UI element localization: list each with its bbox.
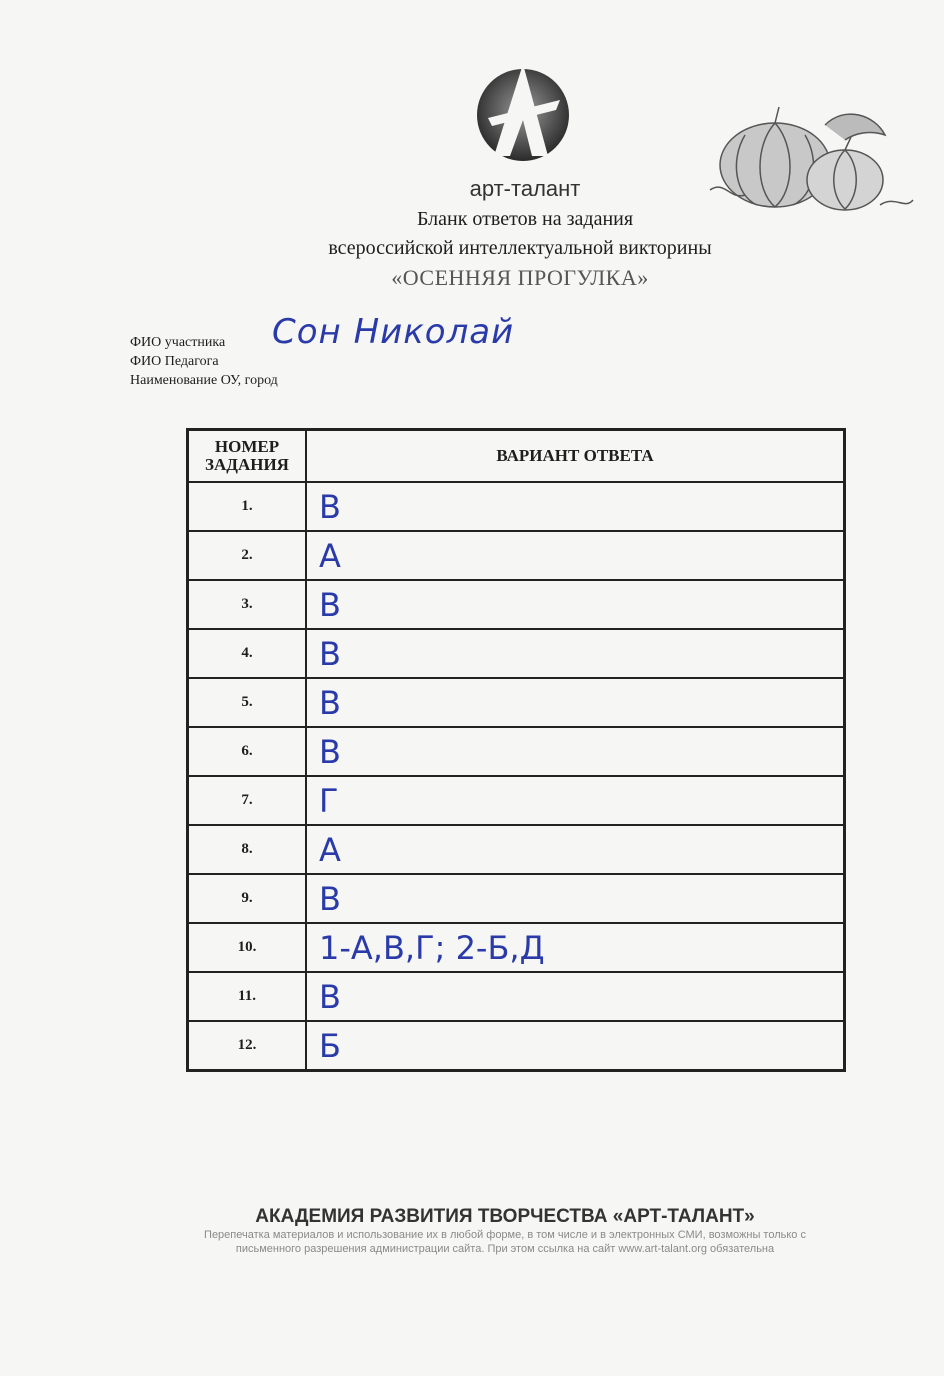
table-row: [188, 629, 845, 678]
task-number: 3.: [188, 580, 307, 629]
school-label: Наименование ОУ, город: [130, 373, 278, 388]
participant-label: ФИО участника: [130, 335, 226, 350]
task-number: 10.: [188, 923, 307, 972]
task-number: 8.: [188, 825, 307, 874]
answer-cell: В: [306, 678, 845, 727]
table-row: [188, 482, 845, 531]
task-number: 5.: [188, 678, 307, 727]
footer-note-line: письменного разрешения администрации сайта. При этом ссылка на сайт www.art-talant.org обязательна: [235, 1243, 775, 1255]
table-row: [188, 580, 845, 629]
answer-cell: А: [306, 825, 845, 874]
col-answer-header: ВАРИАНТ ОТВЕТА: [306, 430, 845, 483]
col-number-header: НОМЕР ЗАДАНИЯ: [188, 430, 307, 483]
art-talant-logo: [468, 60, 578, 170]
footer-title: АКАДЕМИЯ РАЗВИТИЯ ТВОРЧЕСТВА «АРТ-ТАЛАНТ»: [255, 1206, 755, 1227]
answer-cell: 1-А,В,Г; 2-Б,Д: [306, 923, 845, 972]
table-row: [188, 776, 845, 825]
answer-cell: В: [306, 972, 845, 1021]
sheet-title: Бланк ответов на задания: [416, 208, 634, 230]
table-row: [188, 874, 845, 923]
answer-cell: В: [306, 580, 845, 629]
task-number: 2.: [188, 531, 307, 580]
participant-name-handwritten: Сон Николай: [272, 312, 515, 352]
table-header-row: [188, 430, 845, 483]
table-row: [188, 972, 845, 1021]
table-row: [188, 923, 845, 972]
answer-cell: В: [306, 727, 845, 776]
task-number: 9.: [188, 874, 307, 923]
footer-copyright-note: [140, 1228, 870, 1256]
footer-note-line: Перепечатка материалов и использование их в любой форме, в том числе и в электронных СМИ, возможны только с: [204, 1229, 806, 1241]
task-number: 6.: [188, 727, 307, 776]
quiz-name: «ОСЕННЯЯ ПРОГУЛКА»: [391, 265, 649, 290]
brand-name: арт-талант: [469, 176, 581, 201]
table-row: [188, 727, 845, 776]
answers-table: [186, 428, 846, 1072]
answer-cell: Б: [306, 1021, 845, 1071]
task-number: 7.: [188, 776, 307, 825]
table-row: [188, 531, 845, 580]
answer-cell: В: [306, 874, 845, 923]
answer-cell: А: [306, 531, 845, 580]
task-number: 12.: [188, 1021, 307, 1071]
answer-cell: В: [306, 482, 845, 531]
task-number: 1.: [188, 482, 307, 531]
pumpkin-illustration: [705, 95, 915, 225]
table-row: [188, 1021, 845, 1071]
table-row: [188, 678, 845, 727]
table-row: [188, 825, 845, 874]
answer-cell: В: [306, 629, 845, 678]
task-number: 11.: [188, 972, 307, 1021]
sheet-subtitle: всероссийской интеллектуальной викторины: [328, 237, 712, 259]
answer-cell: Г: [306, 776, 845, 825]
task-number: 4.: [188, 629, 307, 678]
participant-fields: [130, 333, 278, 390]
teacher-label: ФИО Педагога: [130, 354, 219, 369]
